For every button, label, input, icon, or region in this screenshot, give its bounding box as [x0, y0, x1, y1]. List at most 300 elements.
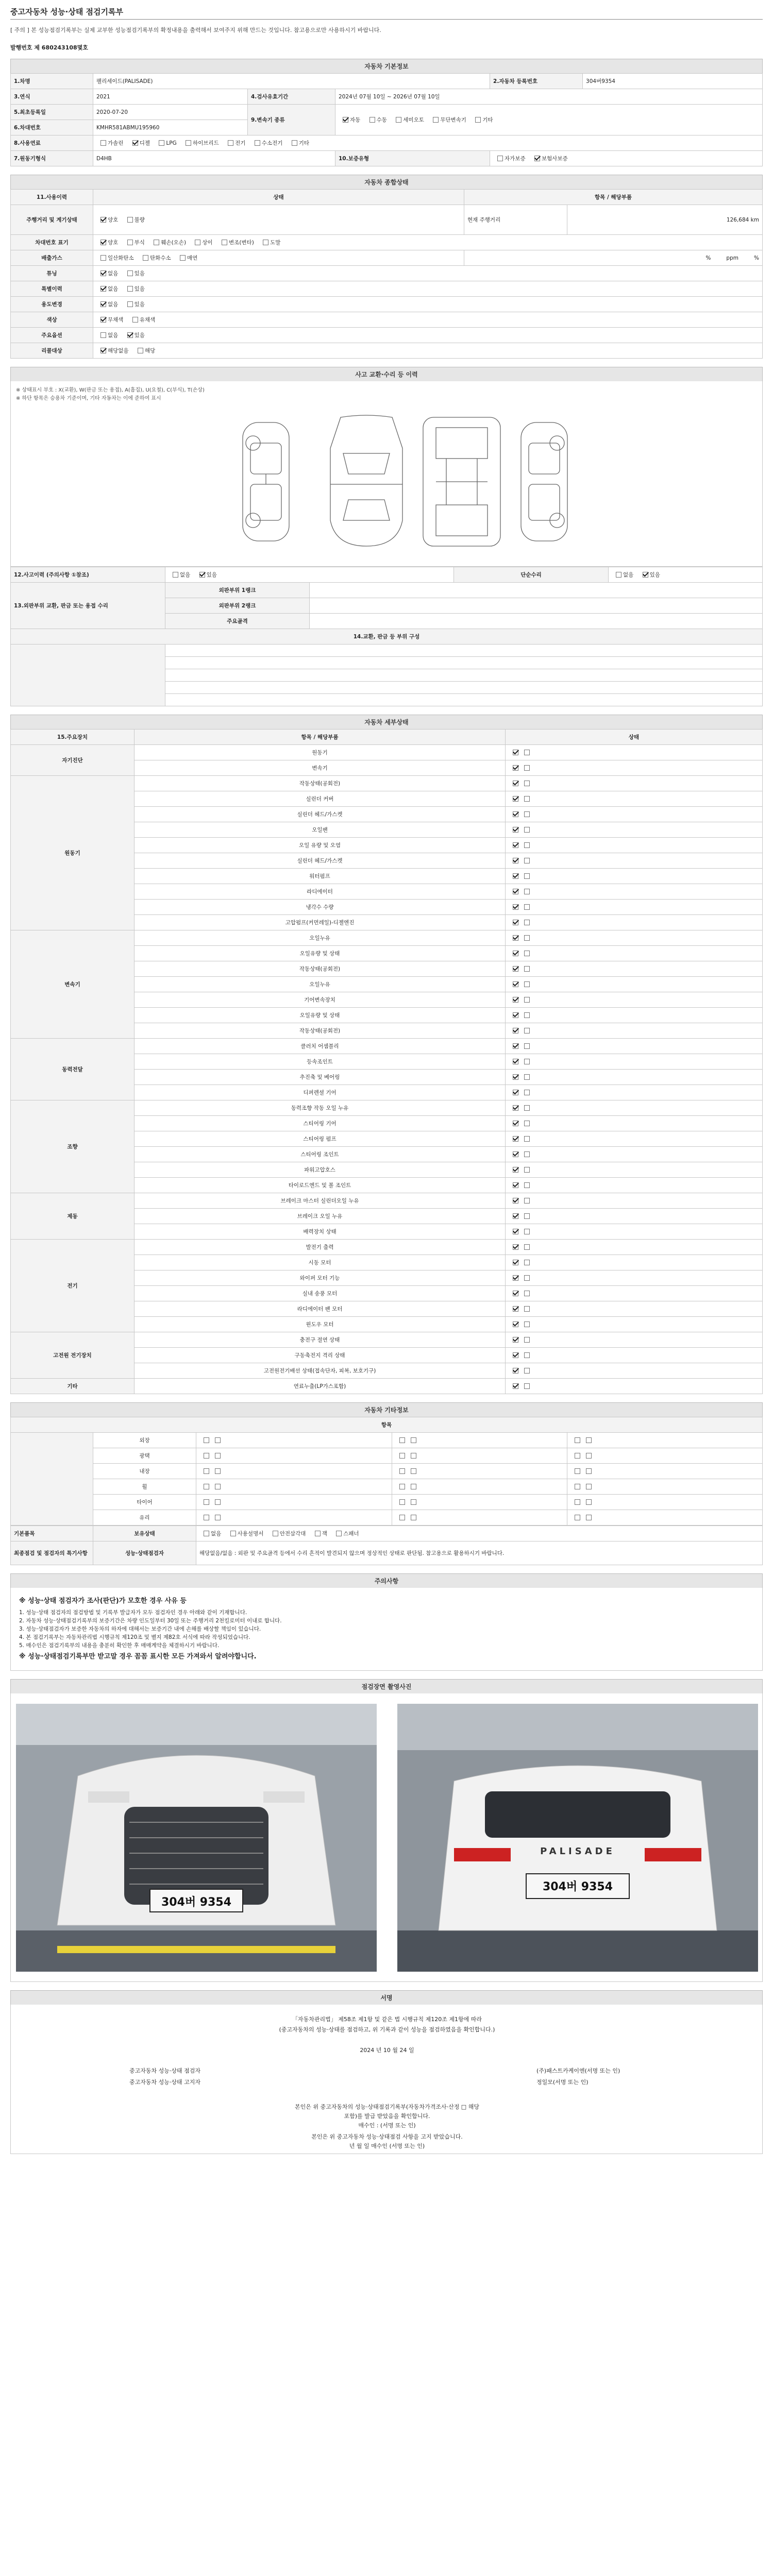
- registration-number: 발행번호 제 680243108몇호: [10, 44, 88, 51]
- caution-line: 4. 본 점검기록부는 자동차관리법 시행규칙 제120조 및 별지 제82호 서식에 따라 작성되었습니다.: [19, 1634, 250, 1640]
- acc-opt-2[interactable]: 안전삼각대: [268, 1530, 306, 1537]
- checkbox-icon: [524, 981, 530, 987]
- detail-item-state[interactable]: [506, 1270, 763, 1286]
- vin-opt-2[interactable]: 훼손(오손): [149, 239, 186, 246]
- detail-row: [11, 1039, 763, 1054]
- detail-row: [11, 1379, 763, 1394]
- detail-group-label: 원동기: [11, 776, 135, 930]
- checkbox-icon: [215, 1437, 221, 1443]
- checkbox-icon: [159, 140, 164, 146]
- detail-item-state[interactable]: [506, 1224, 763, 1240]
- row-tuning-label: 튜닝: [11, 266, 93, 281]
- row-vin-label: 차대번호 표기: [11, 235, 93, 250]
- detail-item-state[interactable]: [506, 1317, 763, 1332]
- option-item-label: 광택: [93, 1448, 196, 1464]
- trans-opt-semi[interactable]: 세미오토: [392, 116, 424, 124]
- checkbox-icon: [513, 1198, 518, 1204]
- col-usage: 11.사용이력: [11, 190, 93, 205]
- option-cell[interactable]: [392, 1464, 567, 1479]
- detail-item-label: 고압펌프(커먼레일)-디젤엔진: [135, 915, 506, 930]
- detail-row: [11, 1100, 763, 1116]
- checkbox-icon: [513, 1244, 518, 1250]
- checkbox-icon: [513, 842, 518, 848]
- detail-item-state[interactable]: [506, 776, 763, 791]
- checkbox-icon: [513, 1337, 518, 1343]
- detail-item-state[interactable]: [506, 884, 763, 900]
- checkbox-icon: [524, 1383, 530, 1389]
- car-frame-view-icon: [423, 417, 500, 546]
- detail-item-label: 파워고압호스: [135, 1162, 506, 1178]
- checkbox-icon: [513, 827, 518, 833]
- detail-item-state[interactable]: [506, 760, 763, 776]
- checkbox-icon: [575, 1437, 580, 1443]
- checkbox-icon: [513, 1136, 518, 1142]
- detail-item-label: 오일누유: [135, 977, 506, 992]
- car-top-view-icon: [330, 415, 402, 546]
- parts-row: [165, 669, 763, 682]
- detail-item-label: 실린더 헤드/가스켓: [135, 853, 506, 869]
- checkbox-icon: [524, 1321, 530, 1327]
- label-main-frame: 주요골격: [165, 614, 310, 629]
- checkbox-icon: [575, 1453, 580, 1459]
- inspection-photos: [10, 1693, 763, 1982]
- option-group-label: [11, 1433, 93, 1526]
- detail-item-state[interactable]: [506, 869, 763, 884]
- mileage-options: [93, 205, 464, 235]
- fuel-options: [93, 135, 763, 151]
- checkbox-icon: [513, 1229, 518, 1234]
- checkbox-icon: [524, 1090, 530, 1095]
- label-fuel: 8.사용연료: [11, 135, 93, 151]
- section-overall-status: 자동차 종합상태: [10, 175, 763, 189]
- recall-opt-none[interactable]: 해당없음: [96, 347, 129, 354]
- checkbox-icon: [100, 270, 106, 276]
- label-outer-rank1: 외판부위 1랭크: [165, 583, 310, 598]
- warranty-opt-self[interactable]: 자가보증: [493, 155, 526, 162]
- detail-item-label: 발전기 출력: [135, 1240, 506, 1255]
- checkbox-icon: [513, 1321, 518, 1327]
- detail-item-state[interactable]: [506, 915, 763, 930]
- option-cell[interactable]: [392, 1433, 567, 1448]
- checkbox-icon: [524, 781, 530, 786]
- mileage-opt-bad[interactable]: 불량: [123, 216, 145, 224]
- checkbox-icon: [433, 117, 439, 123]
- trans-opt-manual[interactable]: 수동: [365, 116, 387, 124]
- checkbox-icon: [513, 1291, 518, 1296]
- detail-item-state[interactable]: [506, 822, 763, 838]
- special-opt-yes[interactable]: 있음: [123, 285, 145, 293]
- label-car-name: 1.차명: [11, 74, 93, 89]
- vin-opt-1[interactable]: 부식: [123, 239, 145, 246]
- accident-opt-no[interactable]: 없음: [169, 571, 190, 579]
- label-vin: 6.차대번호: [11, 120, 93, 135]
- detail-item-state[interactable]: [506, 1301, 763, 1317]
- label-outer-rank2: 외판부위 2랭크: [165, 598, 310, 614]
- checkbox-icon: [513, 1121, 518, 1126]
- detail-item-state[interactable]: [506, 1162, 763, 1178]
- label-acc-state: 보유상태: [93, 1526, 196, 1541]
- row-mileage-label: 주행거리 및 계기상태: [11, 205, 93, 235]
- detail-item-state[interactable]: [506, 946, 763, 961]
- checkbox-icon: [513, 1368, 518, 1374]
- checkbox-icon: [186, 140, 191, 146]
- detail-item-state[interactable]: [506, 1023, 763, 1039]
- detail-item-state[interactable]: [506, 1116, 763, 1131]
- option-cell[interactable]: [567, 1510, 763, 1526]
- checkbox-icon: [524, 1229, 530, 1234]
- vin-opt-0[interactable]: 양호: [96, 239, 118, 246]
- rear-photo: [397, 1704, 758, 1972]
- color-opt-achromatic[interactable]: 무채색: [96, 316, 123, 324]
- simple-opt-yes[interactable]: 있음: [638, 571, 660, 579]
- value-inspection-period: 2024년 07월 10일 ~ 2026년 07월 10일: [335, 89, 763, 105]
- checkbox-icon: [399, 1499, 405, 1505]
- detail-item-state[interactable]: [506, 961, 763, 977]
- checkbox-icon: [100, 332, 106, 338]
- basic-info-table: [10, 73, 763, 166]
- accident-table: [10, 567, 763, 706]
- checkbox-icon: [411, 1499, 416, 1505]
- detail-item-state[interactable]: [506, 1240, 763, 1255]
- detail-item-state[interactable]: [506, 807, 763, 822]
- detail-item-label: 오일유량 및 상태: [135, 946, 506, 961]
- row-special-label: 특별이력: [11, 281, 93, 297]
- checkbox-icon: [643, 572, 648, 578]
- detail-group-label: 자기진단: [11, 745, 135, 776]
- special-options: [93, 281, 763, 297]
- option-opt-no[interactable]: 없음: [96, 331, 118, 339]
- checkbox-icon: [586, 1437, 592, 1443]
- car-right-side-icon: [521, 422, 567, 541]
- special-notes-text: 해당없음/없음 : 외판 및 주요골격 등에서 수리 흔적이 발견되지 않으며 정상적인 상태로 판단됨. 참고용으로 활용하시기 바랍니다.: [196, 1541, 763, 1565]
- checkbox-icon: [336, 1531, 342, 1536]
- checkbox-icon: [127, 240, 133, 245]
- caution-line: 1. 성능·상태 점검자의 점검방법 및 기록부 발급자가 모두 점검자인 경우 아래와 같이 기재합니다.: [19, 1609, 247, 1616]
- checkbox-icon: [513, 1012, 518, 1018]
- detail-item-label: 연료누출(LP가스포함): [135, 1379, 506, 1394]
- acc-opt-0[interactable]: 없음: [199, 1530, 221, 1537]
- option-cell[interactable]: [392, 1510, 567, 1526]
- checkbox-icon: [524, 920, 530, 925]
- detail-item-state[interactable]: [506, 1131, 763, 1147]
- checkbox-icon: [513, 1383, 518, 1389]
- label-accident: 12.사고이력 (주의사항 ①참조): [11, 567, 165, 583]
- checkbox-icon: [154, 240, 159, 245]
- checkbox-icon: [497, 156, 503, 161]
- detail-item-label: 브레이크 마스터 실린더오일 누유: [135, 1193, 506, 1209]
- checkbox-icon: [524, 1121, 530, 1126]
- accident-options: [165, 567, 454, 583]
- checkbox-icon: [513, 997, 518, 1003]
- checkbox-icon: [524, 811, 530, 817]
- detail-item-label: 작동상태(공회전): [135, 1023, 506, 1039]
- ymd-sign: 년 월 일 매수인 (서명 또는 인): [349, 2143, 425, 2149]
- value-car-name: 팰리세이드(PALISADE): [93, 74, 490, 89]
- option-cell[interactable]: [196, 1495, 392, 1510]
- simple-opt-no[interactable]: 없음: [612, 571, 633, 579]
- detail-item-state[interactable]: [506, 900, 763, 915]
- detail-item-label: 시동 모터: [135, 1255, 506, 1270]
- fuel-opt-lpg[interactable]: LPG: [155, 140, 176, 146]
- checkbox-icon: [534, 156, 540, 161]
- inspector-name: (주)패스트카케이엔(서명 또는 인): [536, 2067, 620, 2074]
- color-opt-chromatic[interactable]: 유채색: [128, 316, 155, 324]
- vin-options: [93, 235, 763, 250]
- checkbox-icon: [411, 1453, 416, 1459]
- detail-item-state[interactable]: [506, 853, 763, 869]
- label-inspection-period: 4.검사유효기간: [248, 89, 335, 105]
- checkbox-icon: [396, 117, 401, 123]
- recall-options: [93, 343, 763, 359]
- checkbox-icon: [399, 1453, 405, 1459]
- detail-item-state[interactable]: [506, 1054, 763, 1070]
- checkbox-icon: [524, 750, 530, 755]
- detail-item-state[interactable]: [506, 1070, 763, 1085]
- value-vin: KMHR581ABMU195960: [93, 120, 248, 135]
- special-opt-no[interactable]: 없음: [96, 285, 118, 293]
- fuel-opt-diesel[interactable]: 디젤: [128, 139, 150, 147]
- car-left-side-icon: [243, 422, 289, 541]
- detail-item-label: 와이퍼 모터 기능: [135, 1270, 506, 1286]
- tuning-options: [93, 266, 763, 281]
- emission-opt-co[interactable]: 일산화탄소: [96, 254, 134, 262]
- checkbox-icon: [215, 1499, 221, 1505]
- checkbox-icon: [513, 889, 518, 894]
- checkbox-icon: [513, 1352, 518, 1358]
- detail-item-label: 오일유량 및 상태: [135, 1008, 506, 1023]
- option-cell[interactable]: [196, 1510, 392, 1526]
- warranty-opt-insurance[interactable]: 보험사보증: [530, 155, 568, 162]
- option-cell[interactable]: [392, 1479, 567, 1495]
- checkbox-icon: [513, 904, 518, 910]
- detail-group-label: 고전원 전기장치: [11, 1332, 135, 1379]
- checkbox-icon: [513, 935, 518, 941]
- vin-opt-4[interactable]: 변조(변타): [217, 239, 254, 246]
- detail-item-state[interactable]: [506, 1332, 763, 1348]
- checkbox-icon: [524, 1275, 530, 1281]
- label-special-notes: 최종점검 및 점검자의 특기사항: [11, 1541, 93, 1565]
- label-exchange: 13.외판부위 교환, 판금 또는 용접 수리: [11, 583, 165, 629]
- section-other-info: 자동차 기타정보: [10, 1402, 763, 1417]
- checkbox-icon: [399, 1515, 405, 1520]
- detail-item-state[interactable]: [506, 1147, 763, 1162]
- section-signature: 서명: [10, 1990, 763, 2005]
- checkbox-icon: [292, 140, 297, 146]
- detail-item-label: 타이로드엔드 및 볼 조인트: [135, 1178, 506, 1193]
- checkbox-icon: [513, 750, 518, 755]
- accessories-table: [10, 1526, 763, 1565]
- fuel-opt-hybrid[interactable]: 하이브리드: [181, 139, 219, 147]
- detail-item-label: 오일팬: [135, 822, 506, 838]
- trans-opt-auto[interactable]: 자동: [339, 116, 360, 124]
- trans-opt-cvt[interactable]: 무단변속기: [429, 116, 466, 124]
- acc-opt-4[interactable]: 스패너: [332, 1530, 359, 1537]
- detail-item-state[interactable]: [506, 1286, 763, 1301]
- detail-item-label: 추진축 및 베어링: [135, 1070, 506, 1085]
- detail-item-state[interactable]: [506, 1008, 763, 1023]
- detail-item-state[interactable]: [506, 791, 763, 807]
- checkbox-icon: [399, 1484, 405, 1489]
- detail-item-state[interactable]: [506, 1178, 763, 1193]
- option-cell[interactable]: [567, 1479, 763, 1495]
- option-cell[interactable]: [567, 1448, 763, 1464]
- detail-item-state[interactable]: [506, 745, 763, 760]
- col-device: 15.주요장치: [11, 730, 135, 745]
- checkbox-icon: [315, 1531, 321, 1536]
- color-options: [93, 312, 763, 328]
- tuning-opt-yes[interactable]: 있음: [123, 269, 145, 277]
- detail-row: [11, 1240, 763, 1255]
- detail-item-label: 디퍼렌셜 기어: [135, 1085, 506, 1100]
- option-cell[interactable]: [196, 1464, 392, 1479]
- notice-text: [ 주의 ] 본 성능점검기록부는 실제 교부한 성능점검기록부의 확정내용을 출력해서 보여주지 위해 만드는 것입니다. 참고용으로만 사용하시기 바랍니다.: [10, 27, 381, 33]
- detail-item-state[interactable]: [506, 977, 763, 992]
- detail-item-state[interactable]: [506, 1379, 763, 1394]
- detail-item-state[interactable]: [506, 1100, 763, 1116]
- checkbox-icon: [513, 1043, 518, 1049]
- vin-opt-3[interactable]: 상이: [191, 239, 212, 246]
- detail-item-state[interactable]: [506, 1255, 763, 1270]
- row-color-label: 색상: [11, 312, 93, 328]
- option-cell[interactable]: [196, 1479, 392, 1495]
- checkbox-icon: [513, 796, 518, 802]
- option-cell[interactable]: [196, 1448, 392, 1464]
- checkbox-icon: [524, 842, 530, 848]
- emission-opt-hc[interactable]: 탄화수소: [139, 254, 171, 262]
- mileage-opt-good[interactable]: 양호: [96, 216, 118, 224]
- car-outline-diagram: [11, 381, 763, 567]
- checkbox-icon: [199, 572, 205, 578]
- label-warranty: 10.보증유형: [335, 151, 490, 166]
- detail-item-state[interactable]: [506, 1209, 763, 1224]
- checkbox-icon: [575, 1484, 580, 1489]
- warranty-options: [490, 151, 763, 166]
- fuel-opt-electric[interactable]: 전기: [224, 139, 245, 147]
- usage-opt-no[interactable]: 없음: [96, 300, 118, 308]
- checkbox-icon: [513, 1306, 518, 1312]
- detail-item-state[interactable]: [506, 1193, 763, 1209]
- col-options: 항목: [11, 1417, 763, 1433]
- option-row: [11, 1448, 763, 1464]
- checkbox-icon: [524, 873, 530, 879]
- detail-item-label: 브레이크 오일 누유: [135, 1209, 506, 1224]
- row-emission-label: 배출가스: [11, 250, 93, 266]
- detail-item-label: 스티어링 펌프: [135, 1131, 506, 1147]
- detail-group-label: 조향: [11, 1100, 135, 1193]
- detail-item-state[interactable]: [506, 1039, 763, 1054]
- option-row: [11, 1495, 763, 1510]
- accident-opt-yes[interactable]: 있음: [195, 571, 217, 579]
- detail-item-state[interactable]: [506, 1348, 763, 1363]
- parts-row: [165, 682, 763, 694]
- caution-title: ※ 성능·상태 점검자가 조사(판단)가 모호한 경우 사유 등: [19, 1597, 187, 1605]
- accessory-options: [196, 1526, 763, 1541]
- section-caution: 주의사항: [10, 1573, 763, 1588]
- checkbox-icon: [524, 1182, 530, 1188]
- fuel-opt-gasoline[interactable]: 가솔린: [96, 139, 123, 147]
- fuel-opt-other[interactable]: 기타: [288, 139, 309, 147]
- checkbox-icon: [127, 332, 133, 338]
- acc-opt-1[interactable]: 사용설명서: [226, 1530, 264, 1537]
- detail-item-state[interactable]: [506, 838, 763, 853]
- option-cell[interactable]: [567, 1433, 763, 1448]
- checkbox-icon: [411, 1515, 416, 1520]
- detail-item-label: 오일 유량 및 오염: [135, 838, 506, 853]
- checkbox-icon: [616, 572, 621, 578]
- detail-group-label: 기타: [11, 1379, 135, 1394]
- detail-item-label: 실내 송풍 모터: [135, 1286, 506, 1301]
- parts-row: [165, 645, 763, 657]
- checkbox-icon: [343, 117, 348, 123]
- col-note: 항목 / 해당부품: [464, 190, 763, 205]
- checkbox-icon: [524, 1198, 530, 1204]
- label-transmission: 9.변속기 종류: [248, 105, 335, 135]
- checkbox-icon: [127, 286, 133, 292]
- checkbox-icon: [524, 1059, 530, 1064]
- checkbox-icon: [524, 1260, 530, 1265]
- checkbox-icon: [215, 1484, 221, 1489]
- checkbox-icon: [513, 1105, 518, 1111]
- checkbox-icon: [524, 827, 530, 833]
- emission-opt-smoke[interactable]: 매연: [176, 254, 197, 262]
- fuel-opt-hydrogen[interactable]: 수소전기: [250, 139, 283, 147]
- checkbox-icon: [524, 1074, 530, 1080]
- option-item-label: 유리: [93, 1510, 196, 1526]
- row-usage-change-label: 용도변경: [11, 297, 93, 312]
- detail-item-label: 구동축전지 격리 상태: [135, 1348, 506, 1363]
- detail-group-label: 변속기: [11, 930, 135, 1039]
- option-cell[interactable]: [392, 1495, 567, 1510]
- option-cell[interactable]: [567, 1464, 763, 1479]
- detail-item-state[interactable]: [506, 992, 763, 1008]
- option-item-label: 휠: [93, 1479, 196, 1495]
- detail-item-label: 변속기: [135, 760, 506, 776]
- checkbox-icon: [524, 1368, 530, 1374]
- option-cell[interactable]: [196, 1433, 392, 1448]
- usage-opt-yes[interactable]: 있음: [123, 300, 145, 308]
- checkbox-icon: [513, 858, 518, 863]
- trans-opt-other[interactable]: 기타: [471, 116, 493, 124]
- tuning-opt-no[interactable]: 없음: [96, 269, 118, 277]
- checkbox-icon: [524, 935, 530, 941]
- checkbox-icon: [524, 889, 530, 894]
- car-diagram-area: [10, 381, 763, 567]
- law-text-2: (중고자동차의 성능·상태를 점검하고, 위 기록과 같이 성능을 점검하였음을 확인합니다.): [279, 2026, 495, 2033]
- main-options: [93, 328, 763, 343]
- option-cell[interactable]: [567, 1495, 763, 1510]
- checkbox-icon: [524, 858, 530, 863]
- detail-item-state[interactable]: [506, 930, 763, 946]
- checkbox-icon: [100, 301, 106, 307]
- option-opt-yes[interactable]: 있음: [123, 331, 145, 339]
- checkbox-icon: [215, 1468, 221, 1474]
- detail-item-state[interactable]: [506, 1085, 763, 1100]
- checkbox-icon: [143, 255, 148, 261]
- detail-item-state[interactable]: [506, 1363, 763, 1379]
- acc-opt-3[interactable]: 잭: [311, 1530, 327, 1537]
- detail-item-label: 원동기: [135, 745, 506, 760]
- option-cell[interactable]: [392, 1448, 567, 1464]
- vin-opt-5[interactable]: 도말: [259, 239, 280, 246]
- detail-item-label: 고전원전기배선 상태(접속단자, 피복, 보호기구): [135, 1363, 506, 1379]
- caution-line: 5. 매수인은 점검기록부의 내용을 충분히 확인한 후 매매계약을 체결하시기 바랍니다.: [19, 1642, 220, 1649]
- emission-options: [93, 250, 464, 266]
- parts-row: [165, 657, 763, 669]
- detail-item-label: 오일누유: [135, 930, 506, 946]
- buyer-sign: 매수인 : (서명 또는 인): [358, 2122, 416, 2129]
- checkbox-icon: [513, 951, 518, 956]
- recall-opt-applies[interactable]: 해당: [133, 347, 155, 354]
